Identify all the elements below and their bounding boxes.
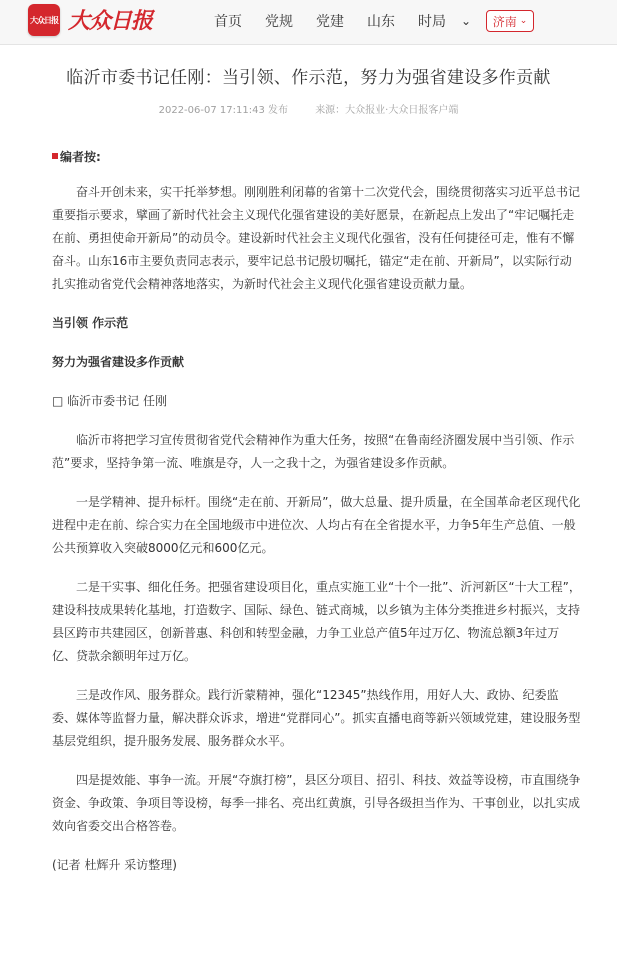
article-body: [52, 146, 582, 877]
nav-more-chevron-down-icon[interactable]: ⌄: [460, 14, 472, 28]
site-logo[interactable]: 大众日报: [68, 8, 153, 34]
top-header: [0, 0, 617, 45]
chevron-down-icon: ⌄: [519, 16, 528, 26]
section-heading-1: 当引领 作示范: [52, 316, 129, 330]
body-paragraph: 三是改作风、服务群众。践行沂蒙精神，强化“12345”热线作用，用好人大、政协、纪委监委、媒体等监督力量，解决群众诉求，增进“党群同心”。抓实直播电商等新兴领域党建，建设服务型基层党组织，提升服务发展、服务群众水平。: [52, 688, 581, 748]
article-meta: [0, 104, 617, 118]
main-nav: [214, 0, 469, 44]
body-paragraph: 临沂市将把学习宣传贯彻省党代会精神作为重大任务，按照“在鲁南经济圈发展中当引领、作示范”要求，坚持争第一流、唯旗是夺，人一之我十之，为强省建设多作贡献。: [52, 433, 575, 470]
intro-paragraph: 奋斗开创未来，实干托举梦想。刚刚胜利闭幕的省第十二次党代会，围绕贯彻落实习近平总书记重要指示要求，擘画了新时代社会主义现代化强省建设的美好愿景，在新起点上发出了“牢记嘱托走在前、勇担使命开新局”的动员令。建设新时代社会主义现代化强省，没有任何捷径可走，惟有不懈奋斗。山东16市主要负责同志表示，要牢记总书记殷切嘱托，锚定“走在前、开新局”，以实际行动扎实推动省党代会精神落地落实，为新时代社会主义现代化强省建设贡献力量。: [52, 185, 581, 291]
publish-time: 2022-06-07 17:11:43 发布: [158, 105, 288, 116]
body-paragraph: 一是学精神、提升标杆。围绕“走在前、开新局”，做大总量、提升质量，在全国革命老区现代化进程中走在前、综合实力在全国地级市中进位次、人均占有在全省提水平，力争5年生产总值、一般公共预算收入突破8000亿元和600亿元。: [52, 495, 581, 555]
app-logo-icon-text: 大众日报: [30, 15, 58, 25]
nav-item-party-rules[interactable]: 党规: [265, 14, 293, 30]
body-paragraph: 二是干实事、细化任务。把强省建设项目化，重点实施工业“十个一批”、沂河新区“十大工程”，建设科技成果转化基地，打造数字、国际、绿色、链式商城，以乡镇为主体分类推进乡村振兴，支持县区跨市共建园区，创新普惠、科创和转型金融，力争工业总产值5年过万亿、物流总额3年过万亿、贷款余额明年过万亿。: [52, 580, 581, 663]
nav-item-party-building[interactable]: 党建: [316, 14, 344, 30]
reporter-credit: (记者 杜辉升 采访整理): [52, 858, 177, 872]
app-logo-icon[interactable]: [28, 4, 60, 36]
article-title: 临沂市委书记任刚：当引领、作示范，努力为强省建设多作贡献: [66, 68, 551, 88]
body-paragraph: 四是提效能、事争一流。开展“夺旗打榜”，县区分项目、招引、科技、效益等设榜，市直围绕争资金、争政策、争项目等设榜，每季一排名、亮出红黄旗，引导各级担当作为、干事创业，以扎实成效向省委交出合格答卷。: [52, 773, 581, 833]
city-selector-label: 济南: [492, 14, 517, 29]
city-selector[interactable]: [486, 10, 534, 32]
nav-item-current-affairs[interactable]: 时局: [418, 14, 446, 30]
author-byline: □ 临沂市委书记 任刚: [52, 394, 167, 408]
article-source: 来源：大众报业·大众日报客户端: [315, 105, 459, 116]
editor-note-label: 编者按:: [52, 146, 582, 169]
red-square-icon: [52, 153, 58, 159]
section-heading-2: 努力为强省建设多作贡献: [52, 355, 185, 369]
nav-item-home[interactable]: 首页: [214, 14, 242, 30]
nav-item-shandong[interactable]: 山东: [367, 14, 395, 30]
